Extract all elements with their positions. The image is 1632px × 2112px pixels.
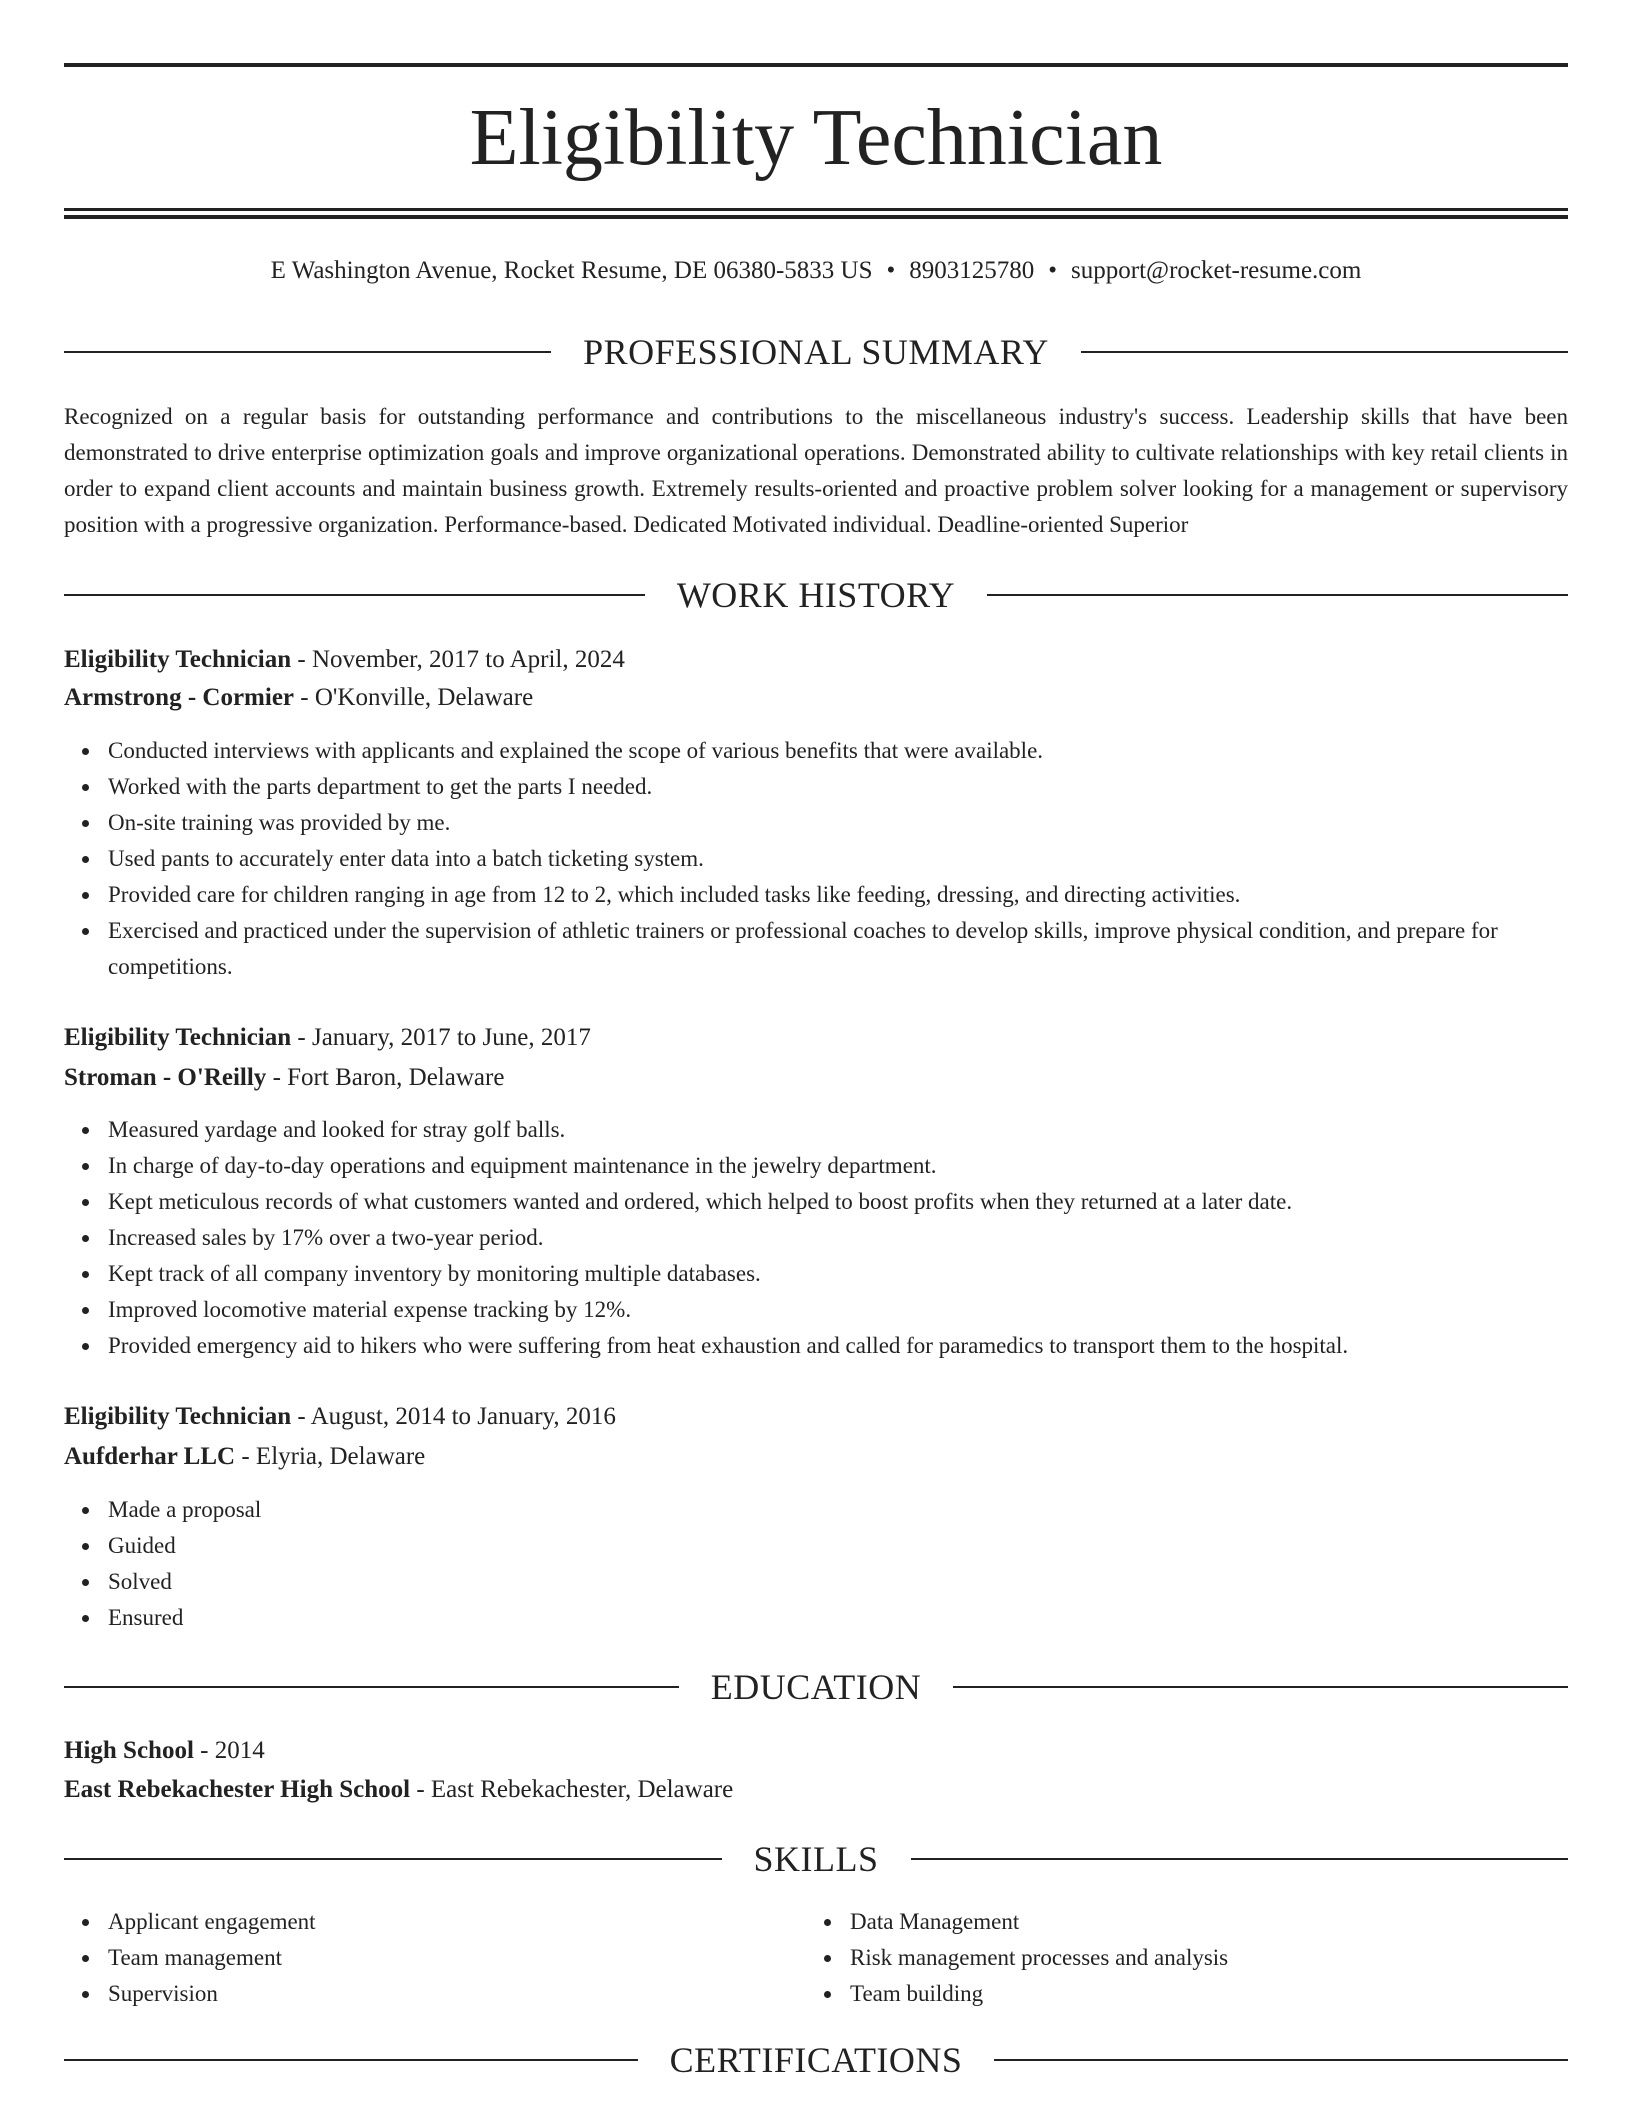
skill-item: Team building <box>850 1976 1550 2012</box>
education-heading-label: EDUCATION <box>710 1667 922 1707</box>
heading-rule-left <box>64 2059 638 2061</box>
top-rule <box>64 63 1568 67</box>
header-rule-lower <box>64 215 1568 219</box>
skill-item: Data Management <box>850 1904 1550 1940</box>
contact-separator: • <box>886 257 896 284</box>
list-item: In charge of day-to-day operations and equipment maintenance in the jewelry department. <box>108 1148 1612 1184</box>
list-item: Kept track of all company inventory by monitoring multiple databases. <box>108 1256 1612 1292</box>
list-item: Improved locomotive material expense tracking by 12%. <box>108 1292 1612 1328</box>
job-bullets <box>64 1492 1612 1636</box>
job-title-line <box>64 1020 1568 1056</box>
contact-address: E Washington Avenue, Rocket Resume, DE 06380-5833 US <box>270 257 873 284</box>
summary-heading <box>64 330 1568 374</box>
job-location: - Elyria, Delaware <box>235 1443 426 1470</box>
education-degree: High School <box>64 1737 194 1764</box>
work-history-heading <box>64 573 1568 617</box>
list-item: Conducted interviews with applicants and explained the scope of various benefits that were available. <box>108 733 1612 769</box>
list-item: Provided emergency aid to hikers who were suffering from heat exhaustion and called for paramedics to transport them to the hospital. <box>108 1328 1612 1364</box>
heading-rule-right <box>911 1858 1569 1860</box>
summary-text: Recognized on a regular basis for outstanding performance and contributions to the miscellaneous industry's success. Leadership skills that have been demonstrated to drive enterprise optimization goals and improve organizational operations. Demonstrated ability to cultivate relationships with key retail clients in order to expand client accounts and maintain business growth. Extremely results-oriented and proactive problem solver looking for a management or supervisory position with a progressive organization. Performance-based. Dedicated Motivated individual. Deadline-oriented Superior <box>64 404 1568 537</box>
job-dates: - January, 2017 to June, 2017 <box>291 1024 591 1051</box>
education-school-line <box>64 1772 1568 1808</box>
job-location: - O'Konville, Delaware <box>294 684 534 711</box>
education-location: - East Rebekachester, Delaware <box>410 1776 734 1803</box>
skill-item: Team management <box>108 1940 808 1976</box>
job-company-line <box>64 1439 1568 1475</box>
job-company: Stroman - O'Reilly <box>64 1064 267 1091</box>
list-item: Exercised and practiced under the supervision of athletic trainers or professional coaches to develop skills, improve physical condition, and prepare for competitions. <box>108 913 1612 985</box>
skills-heading <box>64 1837 1568 1881</box>
education-year: - 2014 <box>193 1737 265 1764</box>
job-company-line <box>64 680 1568 716</box>
work-history-heading-label: WORK HISTORY <box>676 575 956 615</box>
job-title-line <box>64 642 1568 678</box>
heading-rule-right <box>994 2059 1568 2061</box>
heading-rule-right <box>1081 351 1568 353</box>
list-item: On-site training was provided by me. <box>108 805 1612 841</box>
job-location: - Fort Baron, Delaware <box>266 1064 505 1091</box>
skills-list-left <box>64 1904 808 2012</box>
list-item: Guided <box>108 1528 1612 1564</box>
job-company-line <box>64 1060 1568 1096</box>
education-heading <box>64 1665 1568 1709</box>
job-bullets <box>64 1112 1612 1364</box>
list-item: Solved <box>108 1564 1612 1600</box>
heading-rule-right <box>953 1686 1568 1688</box>
skill-item: Supervision <box>108 1976 808 2012</box>
job-dates: - August, 2014 to January, 2016 <box>291 1403 616 1430</box>
skill-item: Risk management processes and analysis <box>850 1940 1550 1976</box>
job-title-line <box>64 1399 1568 1435</box>
job-title: Eligibility Technician <box>64 1403 292 1430</box>
contact-email: support@rocket-resume.com <box>1071 257 1362 284</box>
job-company: Armstrong - Cormier <box>64 684 295 711</box>
list-item: Made a proposal <box>108 1492 1612 1528</box>
education-degree-line <box>64 1733 1568 1769</box>
contact-separator: • <box>1048 257 1058 284</box>
heading-rule-left <box>64 1858 722 1860</box>
heading-rule-left <box>64 351 551 353</box>
heading-rule-left <box>64 1686 679 1688</box>
list-item: Worked with the parts department to get the parts I needed. <box>108 769 1612 805</box>
list-item: Kept meticulous records of what customers wanted and ordered, which helped to boost profits when they returned at a later date. <box>108 1184 1612 1220</box>
job-title: Eligibility Technician <box>64 1024 292 1051</box>
education-school: East Rebekachester High School <box>64 1776 411 1803</box>
list-item: Used pants to accurately enter data into a batch ticketing system. <box>108 841 1612 877</box>
job-title: Eligibility Technician <box>64 646 292 673</box>
heading-rule-left <box>64 594 645 596</box>
job-bullets <box>64 733 1612 985</box>
heading-rule-right <box>987 594 1568 596</box>
contact-line <box>64 254 1568 288</box>
job-company: Aufderhar LLC <box>64 1443 236 1470</box>
header-rule-upper <box>64 208 1568 211</box>
skill-item: Applicant engagement <box>108 1904 808 1940</box>
skills-heading-label: SKILLS <box>753 1839 879 1879</box>
list-item: Ensured <box>108 1600 1612 1636</box>
list-item: Increased sales by 17% over a two-year period. <box>108 1220 1612 1256</box>
candidate-name: Eligibility Technician <box>469 94 1163 182</box>
contact-phone: 8903125780 <box>909 257 1035 284</box>
summary-heading-label: PROFESSIONAL SUMMARY <box>583 332 1049 372</box>
list-item: Measured yardage and looked for stray golf balls. <box>108 1112 1612 1148</box>
certifications-heading <box>64 2038 1568 2082</box>
job-dates: - November, 2017 to April, 2024 <box>291 646 625 673</box>
skills-list-right <box>806 1904 1550 2012</box>
certifications-heading-label: CERTIFICATIONS <box>669 2040 963 2080</box>
list-item: Provided care for children ranging in age from 12 to 2, which included tasks like feeding, dressing, and directing activities. <box>108 877 1612 913</box>
